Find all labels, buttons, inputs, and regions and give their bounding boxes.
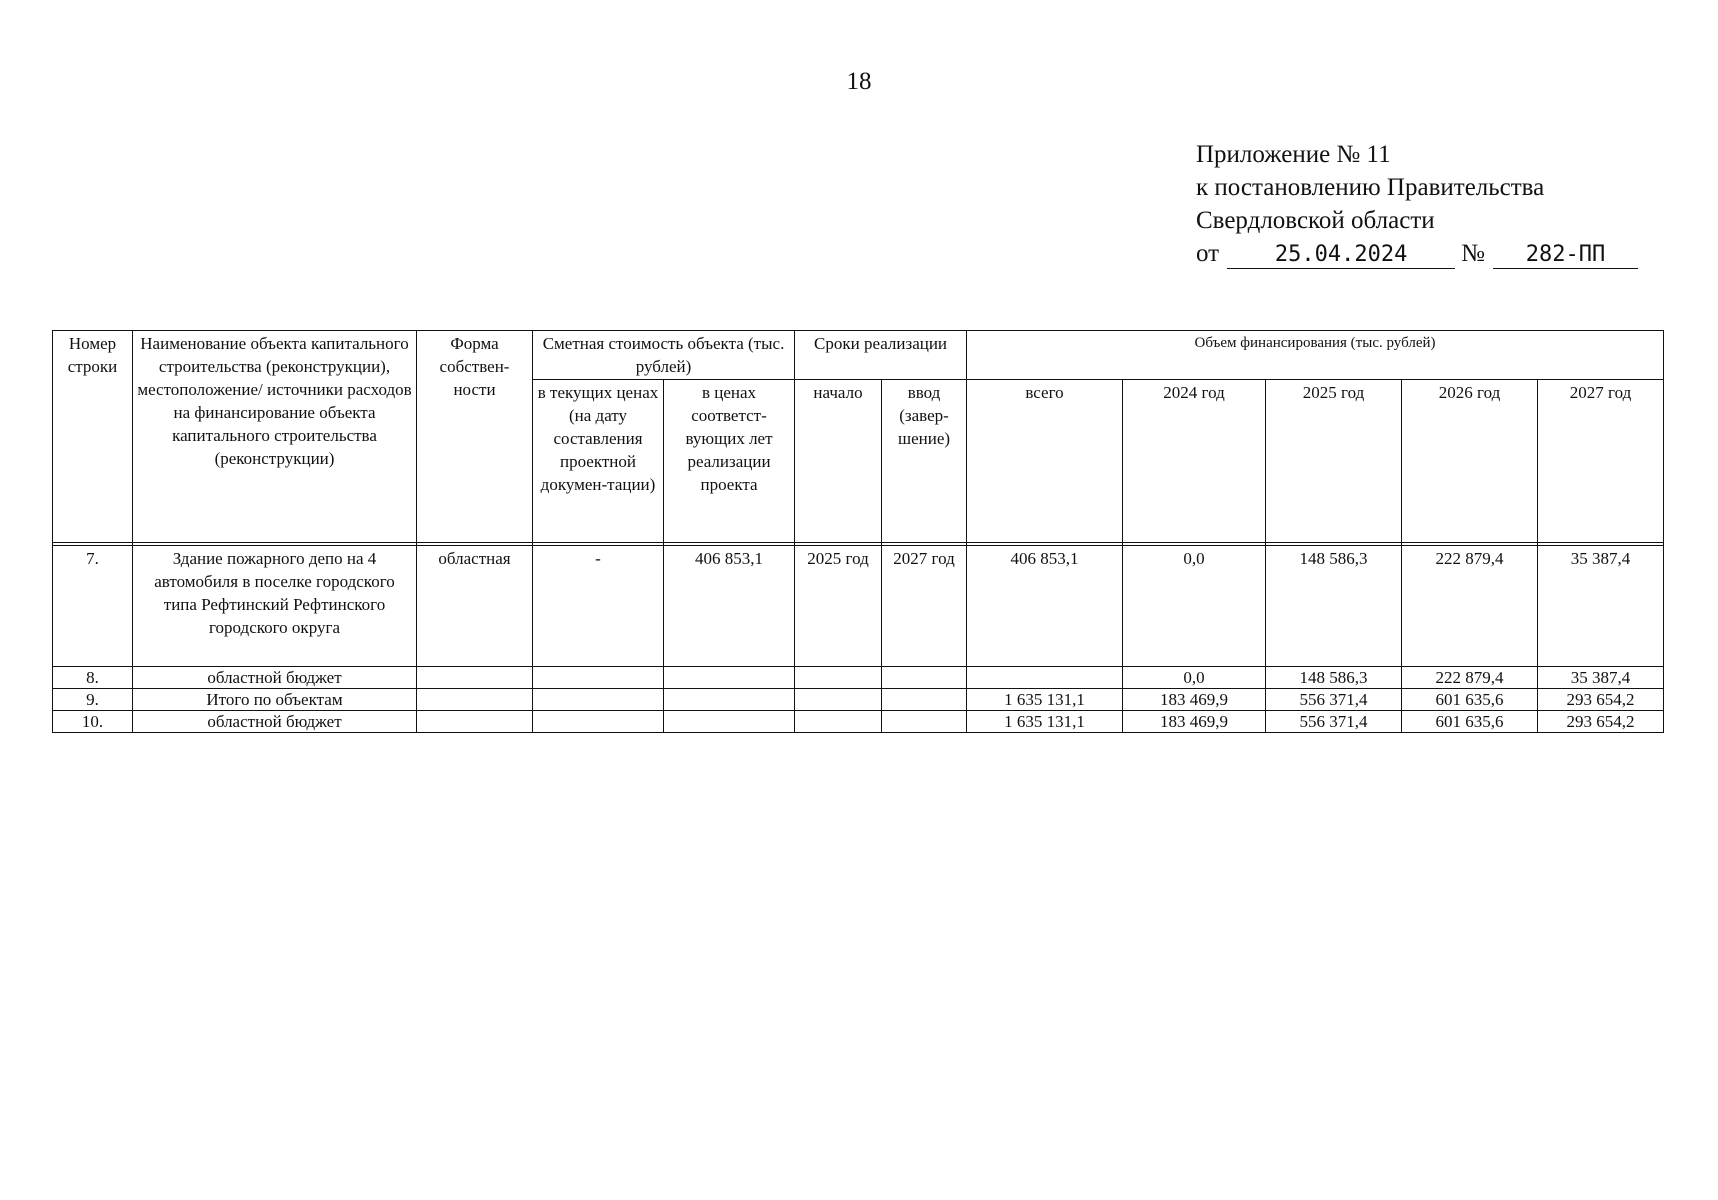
end-year: [882, 711, 967, 733]
start-year: [795, 689, 882, 711]
funding-2026: 222 879,4: [1402, 667, 1538, 689]
header-2026: 2026 год: [1402, 380, 1538, 543]
row-number: 8.: [53, 667, 133, 689]
funding-2027: 293 654,2: [1538, 689, 1664, 711]
start-year: [795, 667, 882, 689]
appendix-date-number-line: [1196, 237, 1638, 270]
funding-2026: 222 879,4: [1402, 546, 1538, 667]
financing-table: [52, 330, 1664, 733]
header-2024: 2024 год: [1123, 380, 1266, 543]
header-total: всего: [967, 380, 1123, 543]
ownership: [417, 711, 533, 733]
object-name: областной бюджет: [133, 711, 417, 733]
header-row-number: Номер строки: [53, 331, 133, 543]
appendix-title: Приложение № 11: [1196, 141, 1391, 168]
funding-2026: 601 635,6: [1402, 689, 1538, 711]
header-year-prices: в ценах соответст-вующих лет реализации проекта: [664, 380, 795, 543]
header-estimated-cost: Сметная стоимость объекта (тыс. рублей): [533, 331, 795, 380]
resolution-date: 25.04.2024: [1227, 242, 1455, 269]
cost-year-prices: [664, 689, 795, 711]
end-year: [882, 667, 967, 689]
funding-2025: 148 586,3: [1266, 546, 1402, 667]
object-name: Здание пожарного депо на 4 автомобиля в поселке городского типа Рефтинский Рефтинского городского округа: [133, 546, 417, 667]
resolution-number: 282-ПП: [1493, 242, 1638, 269]
cost-current-prices: -: [533, 546, 664, 667]
funding-2024: 183 469,9: [1123, 689, 1266, 711]
row-number: 9.: [53, 689, 133, 711]
end-year: [882, 689, 967, 711]
funding-2026: 601 635,6: [1402, 711, 1538, 733]
funding-2027: 293 654,2: [1538, 711, 1664, 733]
header-current-prices: в текущих ценах (на дату составления проектной докумен-тации): [533, 380, 664, 543]
funding-2024: 0,0: [1123, 546, 1266, 667]
cost-current-prices: [533, 667, 664, 689]
ownership: областная: [417, 546, 533, 667]
cost-year-prices: 406 853,1: [664, 546, 795, 667]
funding-total: 1 635 131,1: [967, 689, 1123, 711]
from-label: от: [1196, 240, 1220, 267]
header-start: начало: [795, 380, 882, 543]
cost-year-prices: [664, 711, 795, 733]
funding-total: 1 635 131,1: [967, 711, 1123, 733]
header-ownership: Форма собствен-ности: [417, 331, 533, 543]
object-name: Итого по объектам: [133, 689, 417, 711]
header-end: ввод (завер-шение): [882, 380, 967, 543]
table-row: [53, 667, 1664, 689]
appendix-header: [1196, 138, 1638, 270]
funding-2027: 35 387,4: [1538, 667, 1664, 689]
funding-2024: 0,0: [1123, 667, 1266, 689]
funding-2025: 556 371,4: [1266, 711, 1402, 733]
start-year: 2025 год: [795, 546, 882, 667]
header-funding: Объем финансирования (тыс. рублей): [967, 331, 1664, 380]
header-2027: 2027 год: [1538, 380, 1664, 543]
object-name: областной бюджет: [133, 667, 417, 689]
row-number: 10.: [53, 711, 133, 733]
table-row: [53, 689, 1664, 711]
start-year: [795, 711, 882, 733]
funding-2027: 35 387,4: [1538, 546, 1664, 667]
appendix-resolution-line: к постановлению Правительства: [1196, 174, 1545, 201]
header-2025: 2025 год: [1266, 380, 1402, 543]
funding-2025: 148 586,3: [1266, 667, 1402, 689]
funding-2024: 183 469,9: [1123, 711, 1266, 733]
funding-2025: 556 371,4: [1266, 689, 1402, 711]
funding-total: 406 853,1: [967, 546, 1123, 667]
table-row: [53, 711, 1664, 733]
page-number: 18: [846, 68, 872, 95]
cost-year-prices: [664, 667, 795, 689]
header-object-name: Наименование объекта капитального строительства (реконструкции), местоположение/ источники расходов на финансирование объекта капитального строительства (реконструкции): [133, 331, 417, 543]
cost-current-prices: [533, 689, 664, 711]
ownership: [417, 689, 533, 711]
appendix-region-line: Свердловской области: [1196, 207, 1435, 234]
header-terms: Сроки реализации: [795, 331, 967, 380]
cost-current-prices: [533, 711, 664, 733]
row-number: 7.: [53, 546, 133, 667]
end-year: 2027 год: [882, 546, 967, 667]
ownership: [417, 667, 533, 689]
table-row: [53, 546, 1664, 667]
number-label: №: [1461, 240, 1485, 267]
funding-total: [967, 667, 1123, 689]
